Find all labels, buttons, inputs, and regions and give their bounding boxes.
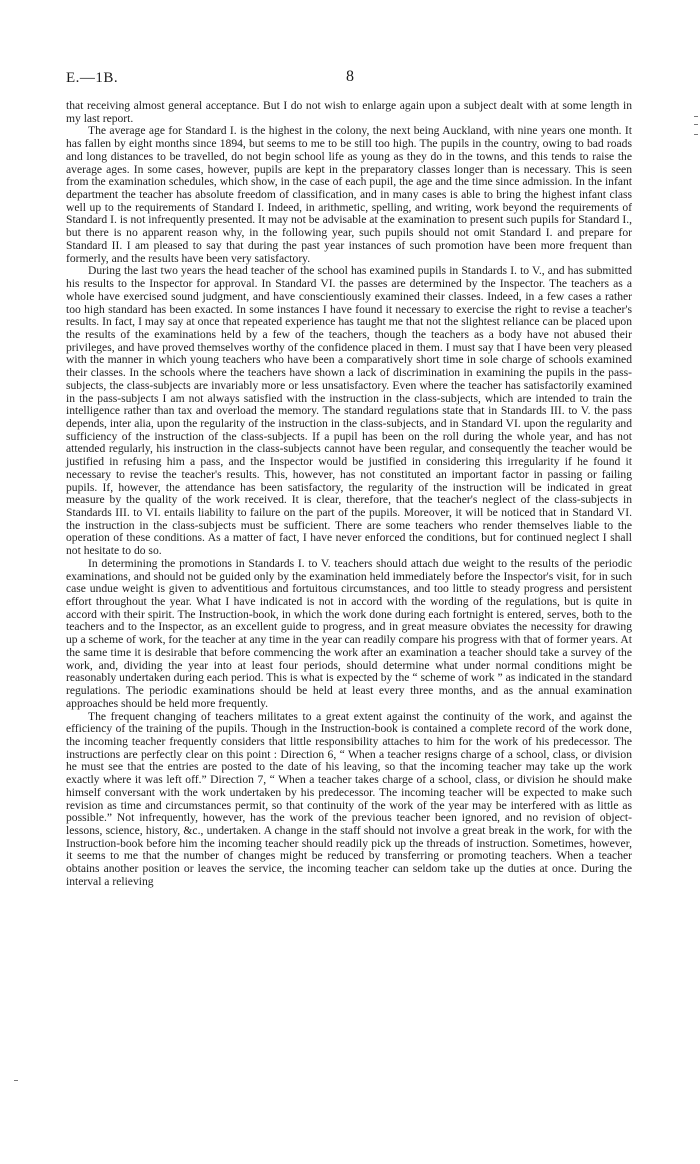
paragraph-changing-teachers: The frequent changing of teachers militates to a great extent against the continuity of the work, and against the efficiency of the training of the pupils. Though in the Instruction-book is contained a complete record of the work done, the incoming teacher frequently considers that little responsibility attaches to him for the work of his predecessor. The instructions are perfectly clear on this point : Direction 6, “ When a teacher resigns charge of a school, class, or division he must see that the entries are posted to the date of his leaving, so that the incoming teacher may take up the work exactly where it was left off.” Direction 7, “ When a teacher takes charge of a school, class, or division he should make himself conversant with the work undertaken by his predecessor. The incoming teacher will be expected to make such revision as time and circumstances permit, so that continuity of the work of the year may be interfered with as little as possible.” Not infrequently, however, has the work of the previous teacher been ignored, and no revision of object-lessons, science, history, &c., undertaken. A change in the staff should not involve a great break in the work, for with the Instruction-book before him the incoming teacher should readily pick up the threads of instruction. Sometimes, however, it seems to me that the number of changes might be reduced by transferring or promoting teachers. When a teacher obtains another position or leaves the service, the incoming teacher can seldom take up the duties at once. During the interval a relieving <box>66 709 632 888</box>
report-body <box>66 100 632 889</box>
paragraph-promotions: In determining the promotions in Standards I. to V. teachers should attach due weight to the results of the periodic examinations, and should not be guided only by the examination held immediately before the Inspector's visit, for in such case undue weight is given to adventitious and fortuitous circumstances, and too little to steady progress and persistent effort throughout the year. What I have indicated is not in accord with the wording of the regulations, but is quite in accord with their spirit. The Instruction-book, in which the work done during each fortnight is entered, serves, both to the teachers and to the Inspector, as an excellent guide to progress, and in great measure obviates the necessity for drawing up a scheme of work, for the teacher at any time in the year can readily compare his progress with that of former years. At the same time it is desirable that before commencing the work after an examination a teacher should take a survey of the work, and, dividing the year into at least four periods, should determine what under normal conditions might be reasonably undertaken during each period. This is what is expected by the “ scheme of work ” as indicated in the standard regulations. The periodic examinations should be held at least every three months, and as the annual examination approaches should be held more frequently. <box>66 556 632 710</box>
margin-mark <box>694 116 698 117</box>
page-number: 8 <box>346 68 354 85</box>
margin-mark <box>694 134 698 135</box>
paragraph-continuation: that receiving almost general acceptance. But I do not wish to enlarge again upon a subject dealt with at some length in my last report. <box>66 99 632 125</box>
margin-mark <box>694 124 698 125</box>
margin-mark <box>14 1080 18 1081</box>
paragraph-teacher-examinations: During the last two years the head teacher of the school has examined pupils in Standards I. to V., and has submitted his results to the Inspector for approval. In Standard VI. the passes are determined by the Inspector. The teachers as a whole have exercised sound judgment, and have conscientiously examined their classes. Indeed, in a few cases a rather too high standard has been exacted. In some instances I have found it necessary to exercise the right to revise a teacher's results. In fact, I may say at once that repeated experience has taught me that not the slightest reliance can be placed upon the results of the examinations held by a few of the teachers, though the teachers as a body have not abused their privileges, and have proved themselves worthy of the confidence placed in them. I must say that I have been very pleased with the manner in which young teachers who have been a comparatively short time in sole charge of schools examined their classes. In the schools where the teachers have shown a lack of discrimination in examining the pupils in the pass-subjects, the class-subjects are invariably more or less unsatisfactory. Even where the teacher has satisfactorily examined in the pass-subjects I am not always satisfied with the instruction in the class-subjects, which are intended to train the intelligence rather than tax and overload the memory. The standard regulations state that in Standards III. to V. the pass depends, inter alia, upon the regularity of the instruction in the class-subjects, and in Standard VI. upon the regularity and sufficiency of the instruction of the class-subjects. If a pupil has been on the roll during the whole year, and has not attended regularly, his instruction in the class-subjects cannot have been regular, and consequently the teacher would be justified in refusing him a pass, and the Inspector would be justified in considering this irregularity if he found it necessary to revise the teacher's results. This, however, has not constituted an important factor in passing or failing pupils. If, however, the attendance has been satisfactory, the regularity of the instruction will be indicated in great measure by the quality of the work received. It is clear, therefore, that the teacher's neglect of the class-subjects in Standards III. to VI. entails liability to failure on the part of the pupils. Moreover, it will be noticed that in Standard VI. the instruction in the class-subjects must be sufficient. There are some teachers who render themselves liable to the operation of these conditions. As a matter of fact, I have never enforced the conditions, but for continued neglect I shall not hesitate to do so. <box>66 264 632 558</box>
document-code: E.—1B. <box>66 70 119 86</box>
paragraph-average-age: The average age for Standard I. is the highest in the colony, the next being Auckland, with nine years one month. It has fallen by eight months since 1894, but seems to me to be still too high. The pupils in the country, owing to bad roads and long distances to be travelled, do not begin school life as young as they do in the towns, and this tends to raise the average ages. In some cases, however, pupils are kept in the preparatory classes longer than is necessary. This is seen from the examination schedules, which show, in the case of each pupil, the age and the time since admission. In the infant department the teacher has absolute freedom of classification, and in many cases is able to bring the highest infant class well up to the requirements of Standard I. Indeed, in arithmetic, spelling, and writing, work beyond the requirements of Standard I. is not infrequently presented. It may not be advisable at the examination to present such pupils for Standard I., but there is no apparent reason why, in the following year, such pupils should not omit Standard I. and prepare for Standard II. I am pleased to say that during the past year instances of such promotion have been more frequent than formerly, and the results have been very satisfactory. <box>66 124 632 265</box>
page-header <box>66 70 634 92</box>
